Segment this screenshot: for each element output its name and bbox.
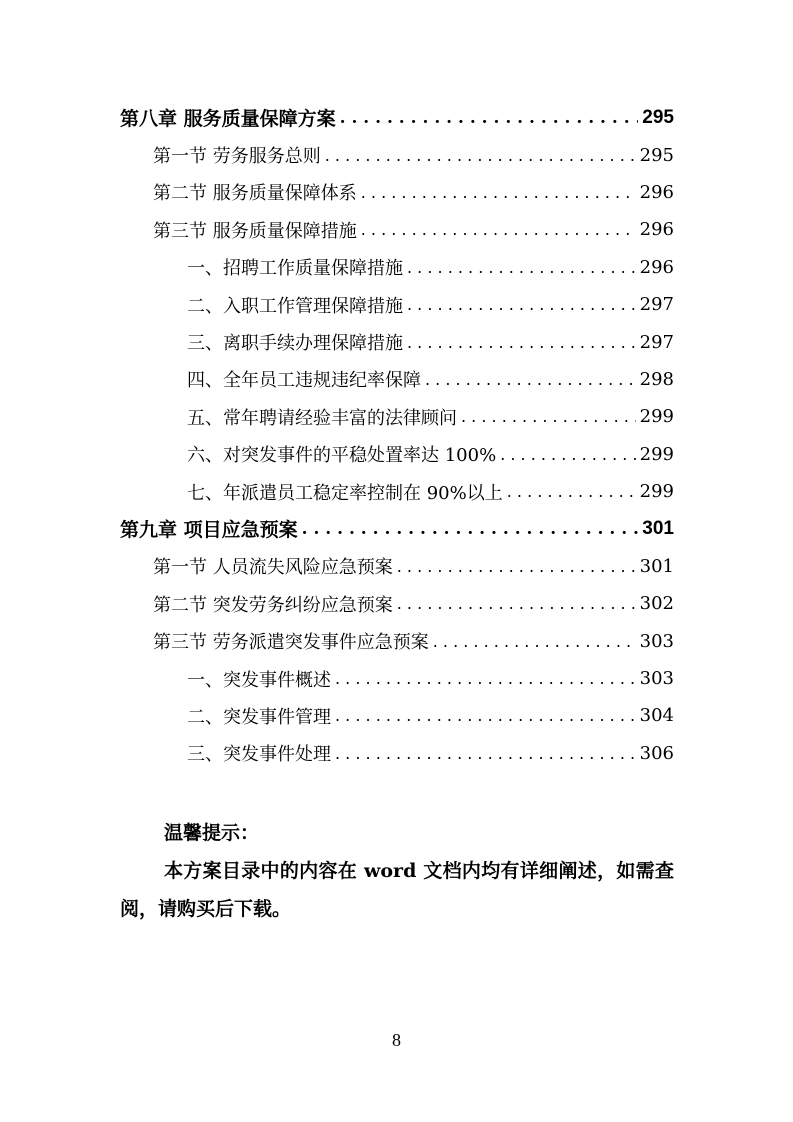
toc-section-entry[interactable]	[0, 174, 793, 211]
toc-subsection-entry[interactable]	[0, 473, 793, 510]
toc-entry-page-number: 296	[636, 257, 674, 278]
toc-entry-title: 第三节 劳务派遣突发事件应急预案	[153, 628, 433, 654]
toc-section-entry[interactable]	[0, 548, 793, 585]
toc-subsection-entry[interactable]	[0, 249, 793, 286]
toc-entry-page-number: 299	[636, 444, 674, 465]
toc-dot-leader	[500, 445, 635, 464]
toc-subsection-entry[interactable]	[0, 361, 793, 398]
toc-subsection-entry[interactable]	[0, 286, 793, 323]
toc-dot-leader	[361, 183, 636, 202]
toc-entry-title: 第九章 项目应急预案	[120, 515, 302, 542]
toc-dot-leader	[397, 594, 636, 613]
toc-section-entry[interactable]	[0, 622, 793, 659]
table-of-contents	[0, 99, 793, 772]
toc-dot-leader	[302, 519, 639, 539]
toc-entry-title: 六、对突发事件的平稳处置率达 100%	[187, 441, 500, 467]
toc-dot-leader	[507, 482, 636, 501]
toc-dot-leader	[433, 632, 636, 651]
toc-entry-title: 二、入职工作管理保障措施	[187, 292, 407, 318]
toc-entry-page-number: 306	[636, 743, 674, 764]
toc-entry-page-number: 297	[636, 294, 674, 315]
toc-entry-title: 四、全年员工违规违纪率保障	[187, 366, 425, 392]
toc-section-entry[interactable]	[0, 585, 793, 622]
toc-entry-page-number: 303	[636, 668, 674, 689]
page-number: 8	[392, 1030, 401, 1050]
toc-subsection-entry[interactable]	[0, 735, 793, 772]
toc-entry-title: 二、突发事件管理	[187, 703, 335, 729]
toc-subsection-entry[interactable]	[0, 660, 793, 697]
toc-entry-title: 第八章 服务质量保障方案	[120, 104, 340, 131]
toc-dot-leader	[340, 108, 639, 128]
toc-dot-leader	[335, 744, 636, 763]
toc-entry-title: 一、突发事件概述	[187, 666, 335, 692]
toc-entry-title: 第二节 突发劳务纠纷应急预案	[153, 591, 397, 617]
toc-entry-title: 第二节 服务质量保障体系	[153, 179, 361, 205]
toc-subsection-entry[interactable]	[0, 323, 793, 360]
toc-entry-title: 三、突发事件处理	[187, 740, 335, 766]
toc-entry-title: 第三节 服务质量保障措施	[153, 217, 361, 243]
toc-entry-page-number: 298	[636, 369, 674, 390]
toc-chapter-entry[interactable]	[0, 510, 793, 547]
toc-dot-leader	[335, 669, 636, 688]
toc-entry-page-number: 296	[636, 219, 674, 240]
toc-dot-leader	[425, 370, 636, 389]
toc-subsection-entry[interactable]	[0, 436, 793, 473]
toc-dot-leader	[407, 295, 636, 314]
toc-entry-title: 一、招聘工作质量保障措施	[187, 254, 407, 280]
toc-dot-leader	[461, 407, 636, 426]
toc-entry-page-number: 297	[636, 332, 674, 353]
toc-dot-leader	[335, 706, 636, 725]
toc-entry-title: 五、常年聘请经验丰富的法律顾问	[187, 404, 461, 430]
toc-entry-page-number: 301	[638, 518, 674, 540]
toc-subsection-entry[interactable]	[0, 398, 793, 435]
toc-dot-leader	[325, 146, 636, 165]
notice-body: 本方案目录中的内容在 word 文档内均有详细阐述，如需查阅，请购买后下载。	[120, 860, 674, 920]
toc-entry-page-number: 302	[636, 593, 674, 614]
toc-dot-leader	[407, 333, 636, 352]
toc-subsection-entry[interactable]	[0, 697, 793, 734]
toc-entry-page-number: 303	[636, 631, 674, 652]
toc-entry-title: 七、年派遣员工稳定率控制在 90%以上	[187, 479, 507, 505]
toc-entry-page-number: 299	[636, 406, 674, 427]
toc-entry-page-number: 295	[636, 145, 674, 166]
toc-entry-title: 第一节 人员流失风险应急预案	[153, 553, 397, 579]
toc-chapter-entry[interactable]	[0, 99, 793, 136]
toc-entry-title: 三、离职手续办理保障措施	[187, 329, 407, 355]
toc-entry-page-number: 304	[636, 705, 674, 726]
toc-section-entry[interactable]	[0, 136, 793, 173]
toc-entry-page-number: 299	[636, 481, 674, 502]
toc-dot-leader	[361, 220, 636, 239]
toc-entry-page-number: 295	[638, 107, 674, 129]
toc-entry-page-number: 301	[636, 556, 674, 577]
notice-block	[120, 814, 674, 928]
toc-dot-leader	[397, 557, 636, 576]
notice-title: 温馨提示：	[164, 822, 260, 844]
toc-entry-page-number: 296	[636, 182, 674, 203]
toc-dot-leader	[407, 258, 636, 277]
toc-section-entry[interactable]	[0, 211, 793, 248]
toc-entry-title: 第一节 劳务服务总则	[153, 142, 325, 168]
